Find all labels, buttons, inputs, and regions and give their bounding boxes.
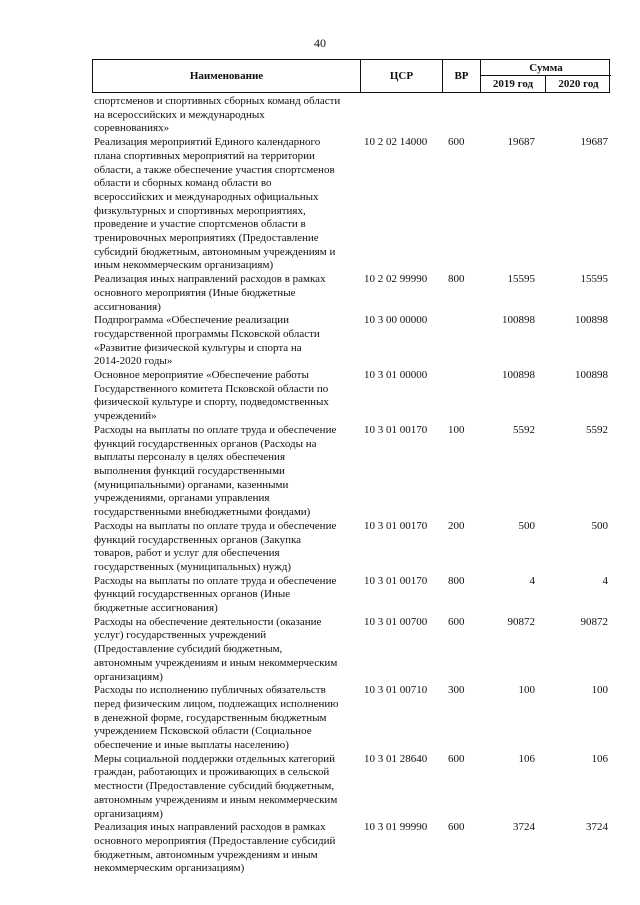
row-vr: 600 bbox=[448, 615, 465, 628]
row-name: Расходы на выплаты по оплате труда и обеспечение функций государственных органов (Закупка товаров, работ и услуг для обеспечения государственных (муниципальных) нужд) bbox=[94, 519, 337, 573]
header-vr: ВР bbox=[443, 60, 481, 92]
row-vr bbox=[442, 369, 480, 424]
table-row bbox=[92, 273, 610, 314]
row-sum-2020: 4 bbox=[602, 574, 608, 587]
row-name: Расходы на обеспечение деятельности (оказание услуг) государственных учреждений (Предоставление субсидий бюджетным, автономным учреждениям и иным некоммерческим организациям) bbox=[94, 615, 338, 683]
table-row bbox=[92, 520, 610, 575]
row-csr: 10 3 01 00000 bbox=[364, 369, 428, 382]
row-sum-2020: 5592 bbox=[586, 423, 608, 436]
row-csr: 10 3 01 00700 bbox=[364, 615, 428, 628]
row-name: Меры социальной поддержки отдельных категорий граждан, работающих и проживающих в сельской местности (Предоставление субсидий бюджетным, автономным учреждениям и иным некоммерческим организациям) bbox=[94, 752, 338, 820]
row-sum-2019: 4 bbox=[529, 574, 535, 587]
row-name: Реализация мероприятий Единого календарного плана спортивных мероприятий на территории области, а также обеспечение участия спортсменов области и сборных команд области во всероссийских и международных официальных физкультурных и спортивных мероприятиях, проведение и участие спортсменов области в тренировочных мероприятиях (Предоставление субсидий бюджетным, автономным учреждениям и иным некоммерческим организациям) bbox=[94, 136, 336, 272]
header-year-2020: 2020 год bbox=[558, 78, 599, 90]
table-row bbox=[92, 616, 610, 685]
row-vr: 200 bbox=[448, 519, 465, 532]
row-vr: 600 bbox=[448, 752, 465, 765]
row-name: Расходы на выплаты по оплате труда и обеспечение функций государственных органов (Расходы на выплаты персоналу в целях обеспечения выполнения функций государственными (муниципальными) органами, казенными учреждениями, органами управления государственными внебюджетными фондами) bbox=[94, 423, 337, 519]
row-sum-2019: 90872 bbox=[507, 615, 535, 628]
row-csr: 10 3 01 00170 bbox=[364, 574, 428, 587]
row-sum-2020: 100898 bbox=[575, 369, 608, 382]
table-row bbox=[92, 95, 610, 136]
row-sum-2020: 19687 bbox=[580, 136, 608, 149]
row-csr: 10 3 01 99990 bbox=[364, 821, 428, 834]
table-row bbox=[92, 136, 610, 273]
row-name: Реализация иных направлений расходов в рамках основного мероприятия (Предоставление субсидий бюджетным, автономным учреждениям и иным некоммерческим организациям) bbox=[94, 821, 336, 875]
row-sum-2020: 15595 bbox=[580, 273, 608, 286]
row-sum-2019: 100898 bbox=[502, 314, 535, 327]
table-row bbox=[92, 753, 610, 822]
row-sum-2020: 500 bbox=[591, 519, 608, 532]
row-vr: 600 bbox=[448, 821, 465, 834]
header-name: Наименование bbox=[93, 60, 361, 92]
row-name: Расходы по исполнению публичных обязательств перед физическим лицом, подлежащих исполнению в денежной форме, государственным бюджетным учреждением Псковской области (Социальное обеспечение и иные выплаты населению) bbox=[94, 684, 339, 752]
row-sum-2019: 5592 bbox=[513, 423, 535, 436]
table-row bbox=[92, 821, 610, 876]
row-sum-2019: 100 bbox=[518, 684, 535, 697]
row-csr: 10 3 00 00000 bbox=[364, 314, 428, 327]
row-vr: 300 bbox=[448, 684, 465, 697]
row-sum-2020: 90872 bbox=[580, 615, 608, 628]
row-sum-2019: 3724 bbox=[513, 821, 535, 834]
row-sum-2019: 15595 bbox=[507, 273, 535, 286]
row-csr: 10 3 01 00170 bbox=[364, 519, 428, 532]
row-name: Подпрограмма «Обеспечение реализации государственной программы Псковской области «Развитие физической культуры и спорта на 2014-2020 годы» bbox=[94, 314, 320, 368]
row-csr: 10 3 01 00170 bbox=[364, 423, 428, 436]
header-year-2019: 2019 год bbox=[481, 76, 546, 92]
row-csr: 10 2 02 14000 bbox=[364, 136, 428, 149]
page-number: 40 bbox=[314, 36, 326, 50]
table-row bbox=[92, 369, 610, 424]
row-sum-2020: 3724 bbox=[586, 821, 608, 834]
row-sum-2020: 106 bbox=[591, 752, 608, 765]
row-sum-2019: 500 bbox=[518, 519, 535, 532]
row-name: Расходы на выплаты по оплате труда и обеспечение функций государственных органов (Иные бюджетные ассигнования) bbox=[94, 574, 337, 615]
header-sum-group bbox=[481, 60, 611, 92]
row-name: спортсменов и спортивных сборных команд области на всероссийских и международных соревнованиях» bbox=[94, 95, 341, 135]
table-body bbox=[92, 95, 610, 876]
row-vr bbox=[442, 314, 480, 369]
row-name: Реализация иных направлений расходов в рамках основного мероприятия (Иные бюджетные ассигнования) bbox=[94, 273, 326, 313]
table-header bbox=[92, 59, 610, 93]
header-sum: Сумма bbox=[481, 60, 611, 76]
row-sum-2020 bbox=[545, 95, 610, 136]
row-sum-2019 bbox=[480, 95, 545, 136]
row-sum-2019: 106 bbox=[518, 752, 535, 765]
row-sum-2020: 100 bbox=[591, 684, 608, 697]
table-row bbox=[92, 424, 610, 520]
row-vr bbox=[442, 95, 480, 136]
row-csr: 10 3 01 00710 bbox=[364, 684, 428, 697]
row-vr: 800 bbox=[448, 574, 465, 587]
row-csr: 10 2 02 99990 bbox=[364, 273, 428, 286]
row-csr bbox=[360, 95, 442, 136]
row-sum-2019: 19687 bbox=[507, 136, 535, 149]
table-row bbox=[92, 314, 610, 369]
table-row bbox=[92, 684, 610, 753]
row-sum-2020: 100898 bbox=[575, 314, 608, 327]
header-csr: ЦСР bbox=[361, 60, 443, 92]
row-name: Основное мероприятие «Обеспечение работы Государственного комитета Псковской области по физической культуре и спорту, подведомственных учреждений» bbox=[94, 369, 329, 423]
row-vr: 800 bbox=[448, 273, 465, 286]
table-row bbox=[92, 575, 610, 616]
row-vr: 100 bbox=[448, 423, 465, 436]
row-vr: 600 bbox=[448, 136, 465, 149]
row-sum-2019: 100898 bbox=[502, 369, 535, 382]
row-csr: 10 3 01 28640 bbox=[364, 752, 428, 765]
